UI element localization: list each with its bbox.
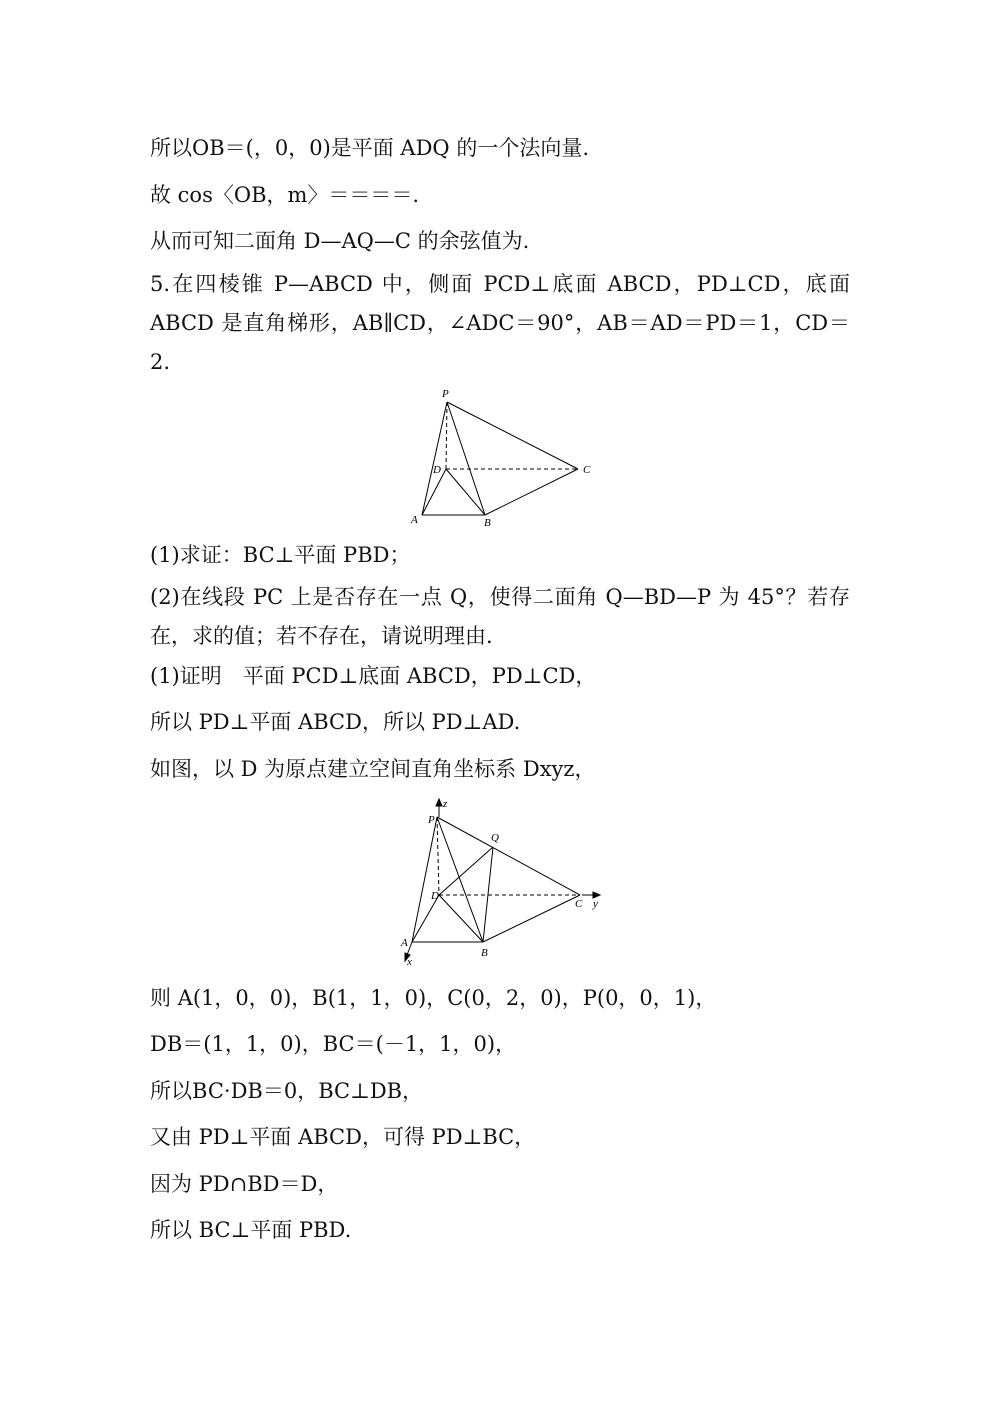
edge-PD xyxy=(437,817,439,895)
edge-DB xyxy=(446,469,485,515)
edge-PC xyxy=(437,817,580,895)
edge-PA xyxy=(412,817,437,942)
text-line-7: 如图，以 D 为原点建立空间直角坐标系 Dxyz， xyxy=(150,757,596,781)
edge-PB xyxy=(437,817,483,942)
edge-AD xyxy=(412,895,439,942)
text-line-6: 所以 PD⊥平面 ABCD，所以 PD⊥AD. xyxy=(150,710,521,734)
edge-DB xyxy=(439,895,483,942)
text-line-4: (1)求证：BC⊥平面 PBD； xyxy=(150,543,411,567)
problem-5-statement: 5.在四棱锥 P—ABCD 中，侧面 PCD⊥底面 ABCD，PD⊥CD，底面 ABCD 是直角梯形，AB∥CD，∠ADC＝90°，AB＝AD＝PD＝1，CD＝2. xyxy=(150,272,850,374)
label-A: A xyxy=(401,937,408,949)
z-arrow xyxy=(436,799,442,806)
text-line-1: 所以OB＝(，0，0)是平面 ADQ 的一个法向量. xyxy=(150,136,589,160)
edge-DQ xyxy=(439,847,493,895)
label-D: D xyxy=(433,464,441,476)
text-line-3: 从而可知二面角 D—AQ—C 的余弦值为. xyxy=(150,229,530,253)
part-2-question: (2)在线段 PC 上是否存在一点 Q，使得二面角 Q—BD—P 为 45°？若存在，求的值；若不存在，请说明理由. xyxy=(150,585,850,648)
label-C: C xyxy=(575,898,583,910)
label-P: P xyxy=(442,388,449,400)
label-B: B xyxy=(481,947,488,959)
label-Q: Q xyxy=(491,832,499,844)
label-B: B xyxy=(484,517,491,529)
label-z: z xyxy=(443,798,448,810)
text-line-12: 因为 PD∩BD＝D， xyxy=(150,1172,339,1196)
label-x: x xyxy=(407,956,412,968)
text-line-2: 故 cos〈OB，m〉＝＝＝＝. xyxy=(150,183,420,207)
edge-PD xyxy=(446,402,447,469)
label-A: A xyxy=(411,514,418,526)
label-D: D xyxy=(431,890,439,902)
text-line-8: 则 A(1，0，0)，B(1，1，0)，C(0，2，0)，P(0，0，1)， xyxy=(150,986,717,1010)
edge-PA xyxy=(422,402,447,515)
label-C: C xyxy=(583,464,591,476)
text-line-5: (1)证明 平面 PCD⊥底面 ABCD，PD⊥CD， xyxy=(150,664,597,688)
x-axis xyxy=(407,942,412,955)
edge-BC xyxy=(485,469,578,515)
text-line-11: 又由 PD⊥平面 ABCD，可得 PD⊥BC， xyxy=(150,1125,536,1149)
label-P: P xyxy=(428,814,435,826)
edge-BC xyxy=(483,895,580,942)
label-y: y xyxy=(593,898,598,910)
text-line-9: DB＝(1，1，0)，BC＝(－1，1，0)， xyxy=(150,1032,517,1056)
text-line-13: 所以 BC⊥平面 PBD. xyxy=(150,1218,352,1242)
coordinate-figure xyxy=(395,795,615,970)
text-line-10: 所以BC·DB＝0，BC⊥DB， xyxy=(150,1079,424,1103)
pyramid-figure xyxy=(400,385,600,530)
